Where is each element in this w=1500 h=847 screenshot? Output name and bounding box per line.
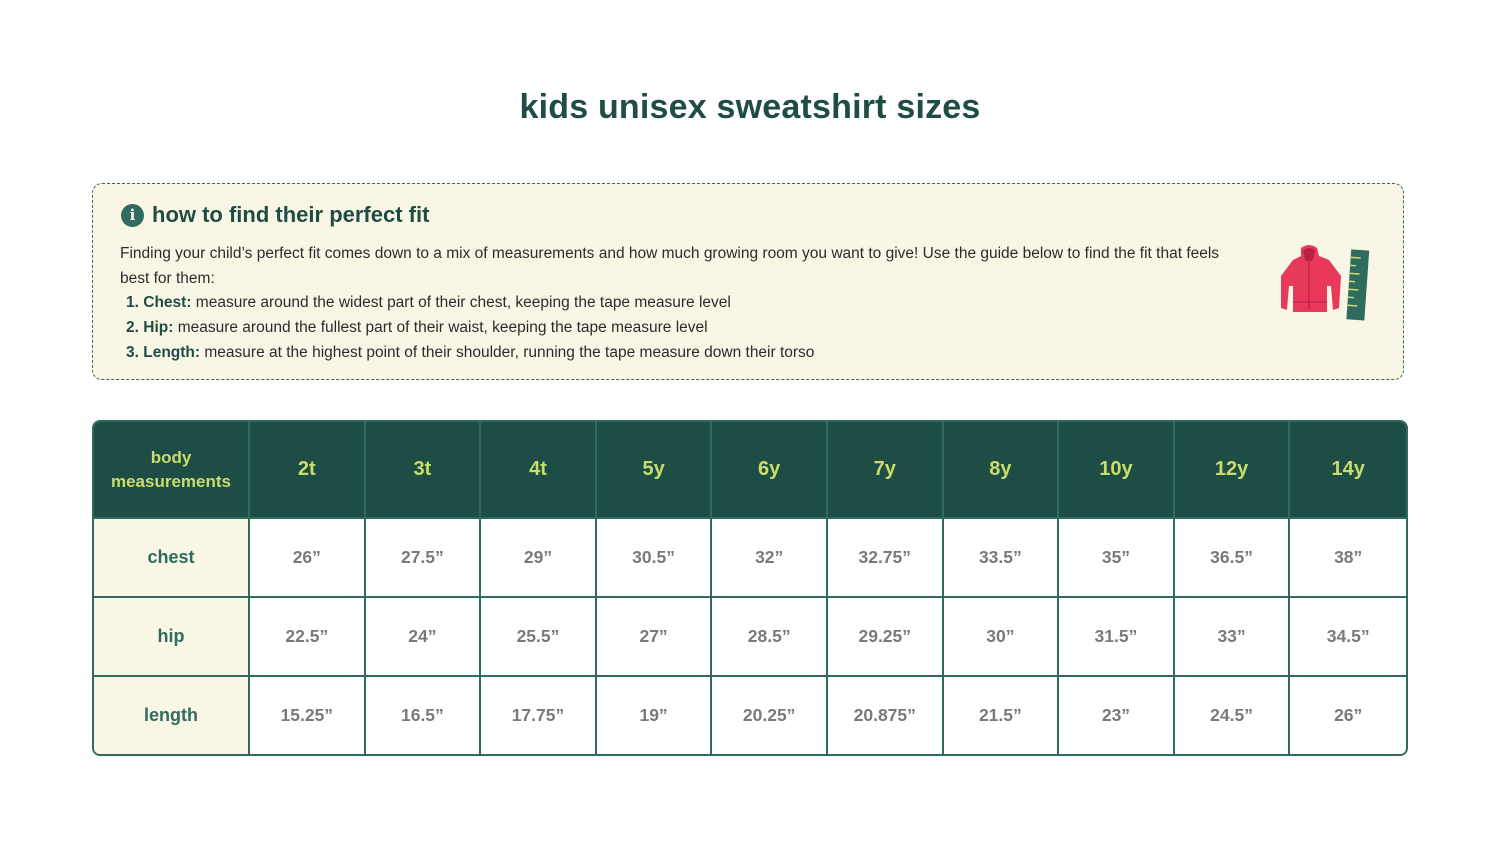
table-cell: 38”: [1290, 519, 1406, 598]
step-term: Chest:: [143, 294, 192, 311]
size-header-2t: 2t: [250, 422, 366, 519]
table-cell: 32.75”: [828, 519, 944, 598]
table-cell: 29.25”: [828, 598, 944, 677]
hoodie-icon: [1281, 245, 1341, 312]
table-cell: 26”: [1290, 677, 1406, 754]
step-number: 2.: [126, 319, 139, 336]
step-term: Length:: [143, 344, 201, 361]
fit-step-chest: [120, 290, 814, 315]
table-cell: 32”: [712, 519, 828, 598]
table-cell: 20.25”: [712, 677, 828, 754]
table-cell: 24.5”: [1175, 677, 1291, 754]
table-cell: 16.5”: [366, 677, 482, 754]
table-cell: 24”: [366, 598, 482, 677]
row-label-hip: hip: [94, 598, 250, 677]
info-icon: i: [121, 204, 144, 227]
corner-line-2: measurements: [110, 471, 231, 491]
size-header-row: [94, 422, 1406, 519]
step-term: Hip:: [143, 319, 174, 336]
row-label-length: length: [94, 677, 250, 754]
step-text: measure at the highest point of their shoulder, running the tape measure down their torso: [200, 344, 815, 361]
fit-step-hip: [120, 315, 814, 340]
table-cell: 20.875”: [828, 677, 944, 754]
table-cell: 35”: [1059, 519, 1175, 598]
table-cell: 34.5”: [1290, 598, 1406, 677]
fit-guide-steps: [120, 290, 814, 365]
size-header-14y: 14y: [1290, 422, 1406, 519]
table-cell: 21.5”: [944, 677, 1060, 754]
body-measurements-header: [94, 422, 250, 519]
ruler-icon: [1346, 249, 1369, 320]
size-header-5y: 5y: [597, 422, 713, 519]
table-cell: 15.25”: [250, 677, 366, 754]
page-title: kids unisex sweatshirt sizes: [519, 88, 981, 126]
chest-row: [94, 519, 1406, 598]
size-header-4t: 4t: [481, 422, 597, 519]
length-row: [94, 677, 1406, 754]
hip-row: [94, 598, 1406, 677]
table-cell: 30.5”: [597, 519, 713, 598]
size-header-6y: 6y: [712, 422, 828, 519]
fit-step-length: [120, 340, 814, 365]
step-text: measure around the widest part of their chest, keeping the tape measure level: [191, 294, 731, 311]
hoodie-ruler-illustration: [1279, 242, 1379, 326]
step-number: 3.: [126, 344, 139, 361]
table-cell: 31.5”: [1059, 598, 1175, 677]
size-header-7y: 7y: [828, 422, 944, 519]
size-header-8y: 8y: [944, 422, 1060, 519]
row-label-chest: chest: [94, 519, 250, 598]
corner-line-1: body: [150, 447, 192, 467]
table-cell: 30”: [944, 598, 1060, 677]
step-number: 1.: [126, 294, 139, 311]
table-cell: 23”: [1059, 677, 1175, 754]
table-cell: 19”: [597, 677, 713, 754]
table-cell: 36.5”: [1175, 519, 1291, 598]
table-cell: 25.5”: [481, 598, 597, 677]
table-cell: 27”: [597, 598, 713, 677]
table-cell: 28.5”: [712, 598, 828, 677]
table-cell: 33.5”: [944, 519, 1060, 598]
table-cell: 22.5”: [250, 598, 366, 677]
table-cell: 17.75”: [481, 677, 597, 754]
table-cell: 26”: [250, 519, 366, 598]
fit-guide-panel: [92, 183, 1404, 380]
table-cell: 33”: [1175, 598, 1291, 677]
size-header-10y: 10y: [1059, 422, 1175, 519]
table-cell: 29”: [481, 519, 597, 598]
table-cell: 27.5”: [366, 519, 482, 598]
size-header-12y: 12y: [1175, 422, 1291, 519]
fit-guide-title: how to find their perfect fit: [152, 202, 430, 227]
size-header-3t: 3t: [366, 422, 482, 519]
size-chart-table: [92, 420, 1408, 756]
step-text: measure around the fullest part of their waist, keeping the tape measure level: [173, 319, 708, 336]
fit-guide-heading: [121, 202, 429, 228]
fit-guide-intro: Finding your child’s perfect fit comes down to a mix of measurements and how much growing room you want to give! Use the guide below to find the fit that feels best for them:: [120, 245, 1220, 287]
